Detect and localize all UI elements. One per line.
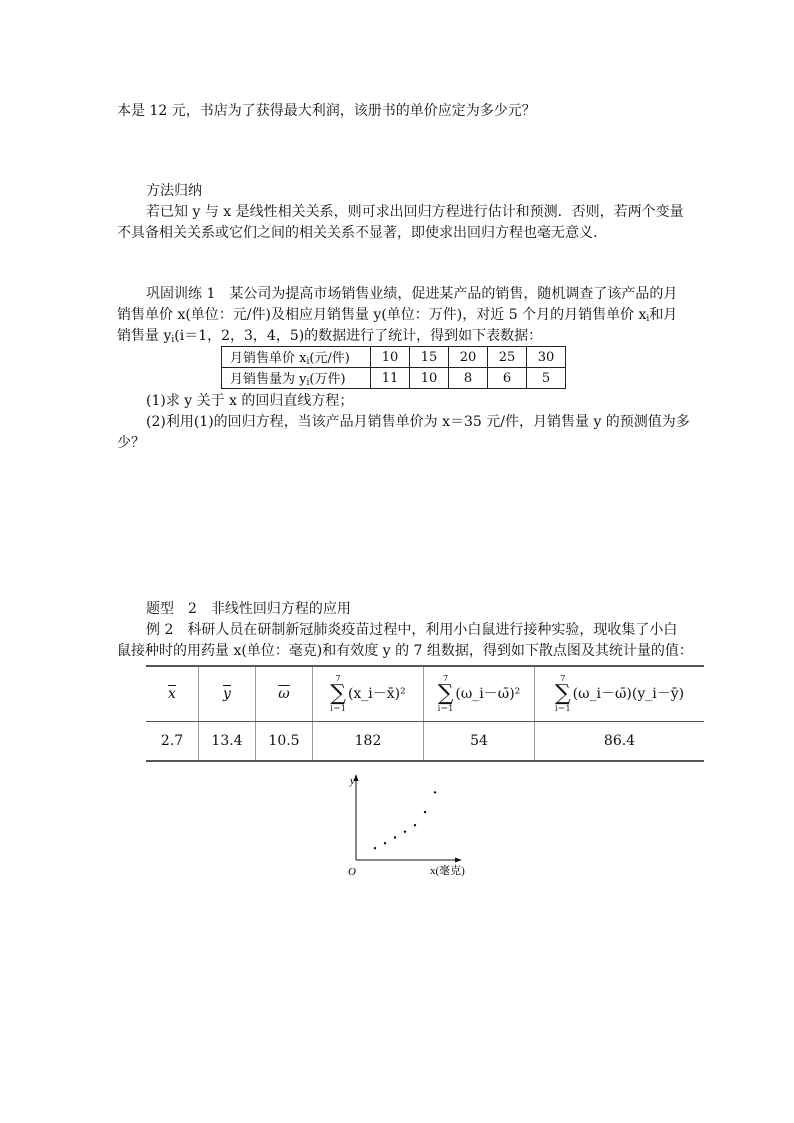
paragraph-continuation: 本是 12 元，书店为了获得最大利润，该册书的单价应定为多少元？ xyxy=(117,103,536,119)
scatter-point xyxy=(374,847,376,849)
x-axis-label: x(毫克) xyxy=(430,865,465,877)
scatter-plot xyxy=(340,770,490,880)
table-cell: 25 xyxy=(488,347,527,368)
table-cell: 6 xyxy=(488,368,527,389)
example-line-2: 鼠接种时的用药量 x(单位：毫克)和有效度 y 的 7 组数据，得到如下散点图及其统计量的值： xyxy=(117,643,693,659)
row-header-price: 月销售单价 $x_i$(元/件) xyxy=(222,347,371,368)
sigma-icon: 7 ∑ i＝1 xyxy=(330,674,346,713)
scatter-point xyxy=(424,811,426,813)
exercise-line-3: 销售量 $y_i(i=1$，2，3，4，5)的数据进行了统计，得到如下表数据： xyxy=(117,328,543,345)
question-2-line-1: (2)利用(1)的回归方程，当该产品月销售单价为 x＝35 元/件，月销售量 y 的预测值为多 xyxy=(146,414,690,430)
table-row xyxy=(222,347,566,368)
question-1: (1)求 y 关于 x 的回归直线方程； xyxy=(146,393,354,409)
table-row xyxy=(146,722,704,762)
scatter-point xyxy=(384,842,386,844)
table-cell: 10.5 xyxy=(256,722,313,762)
header-sum-w: 7 ∑ i＝1 (ω_i－ω̄)² xyxy=(424,666,535,722)
table-cell: 20 xyxy=(449,347,488,368)
table-cell: 182 xyxy=(313,722,424,762)
y-axis-label: y xyxy=(350,775,355,787)
sigma-icon: 7 ∑ i＝1 xyxy=(554,674,571,713)
method-line-1: 若已知 y 与 x 是线性相关关系，则可求出回归方程进行估计和预测．否则，若两个变量 xyxy=(146,204,684,220)
question-2-line-2: 少？ xyxy=(117,435,145,451)
scatter-points xyxy=(374,791,436,849)
scatter-point xyxy=(404,831,406,833)
header-x-bar: $\overline{x}$ xyxy=(146,666,199,722)
scatter-point xyxy=(434,791,436,793)
header-y-bar: $\overline{y}$ xyxy=(199,666,256,722)
scatter-point xyxy=(414,824,416,826)
table-cell: 11 xyxy=(371,368,410,389)
table-cell: 10 xyxy=(410,368,449,389)
header-sum-x: 7 ∑ i＝1 (x_i－x̄)² xyxy=(313,666,424,722)
table-cell: 10 xyxy=(371,347,410,368)
table-cell: 13.4 xyxy=(199,722,256,762)
method-line-2: 不具备相关关系或它们之间的相关关系不显著，即使求出回归方程也毫无意义． xyxy=(117,225,607,241)
table-cell: 30 xyxy=(527,347,566,368)
table-cell: 2.7 xyxy=(146,722,199,762)
table-cell: 5 xyxy=(527,368,566,389)
row-header-volume: 月销售量为 $y_i$(万件) xyxy=(222,368,371,389)
table-row xyxy=(146,666,704,722)
scatter-point xyxy=(394,836,396,838)
table-cell: 86.4 xyxy=(535,722,705,762)
sales-data-table xyxy=(221,346,566,389)
method-title: 方法归纳 xyxy=(146,183,202,199)
x-axis-arrow-icon xyxy=(455,858,462,863)
table-cell: 54 xyxy=(424,722,535,762)
header-w-bar: $\overline{\omega}$ xyxy=(256,666,313,722)
table-cell: 15 xyxy=(410,347,449,368)
exercise-line-1: 巩固训练 1 某公司为提高市场销售业绩，促进某产品的销售，随机调查了该产品的月 xyxy=(146,286,678,302)
origin-label: O xyxy=(348,866,356,878)
table-row xyxy=(222,368,566,389)
sigma-icon: 7 ∑ i＝1 xyxy=(437,674,454,713)
exercise-line-2: 销售单价 x(单位：元/件)及相应月销售量 y(单位：万件)，对近 5 个月的月销售单价 $x_i$和月 xyxy=(117,307,678,324)
table-cell: 8 xyxy=(449,368,488,389)
statistics-table xyxy=(146,665,704,762)
topic-title: 题型 2 非线性回归方程的应用 xyxy=(146,601,351,617)
example-line-1: 例 2 科研人员在研制新冠肺炎疫苗过程中，利用小白鼠进行接种实验，现收集了小白 xyxy=(146,622,678,638)
header-sum-wy: 7 ∑ i＝1 (ω_i－ω̄)(y_i－ȳ) xyxy=(535,666,705,722)
